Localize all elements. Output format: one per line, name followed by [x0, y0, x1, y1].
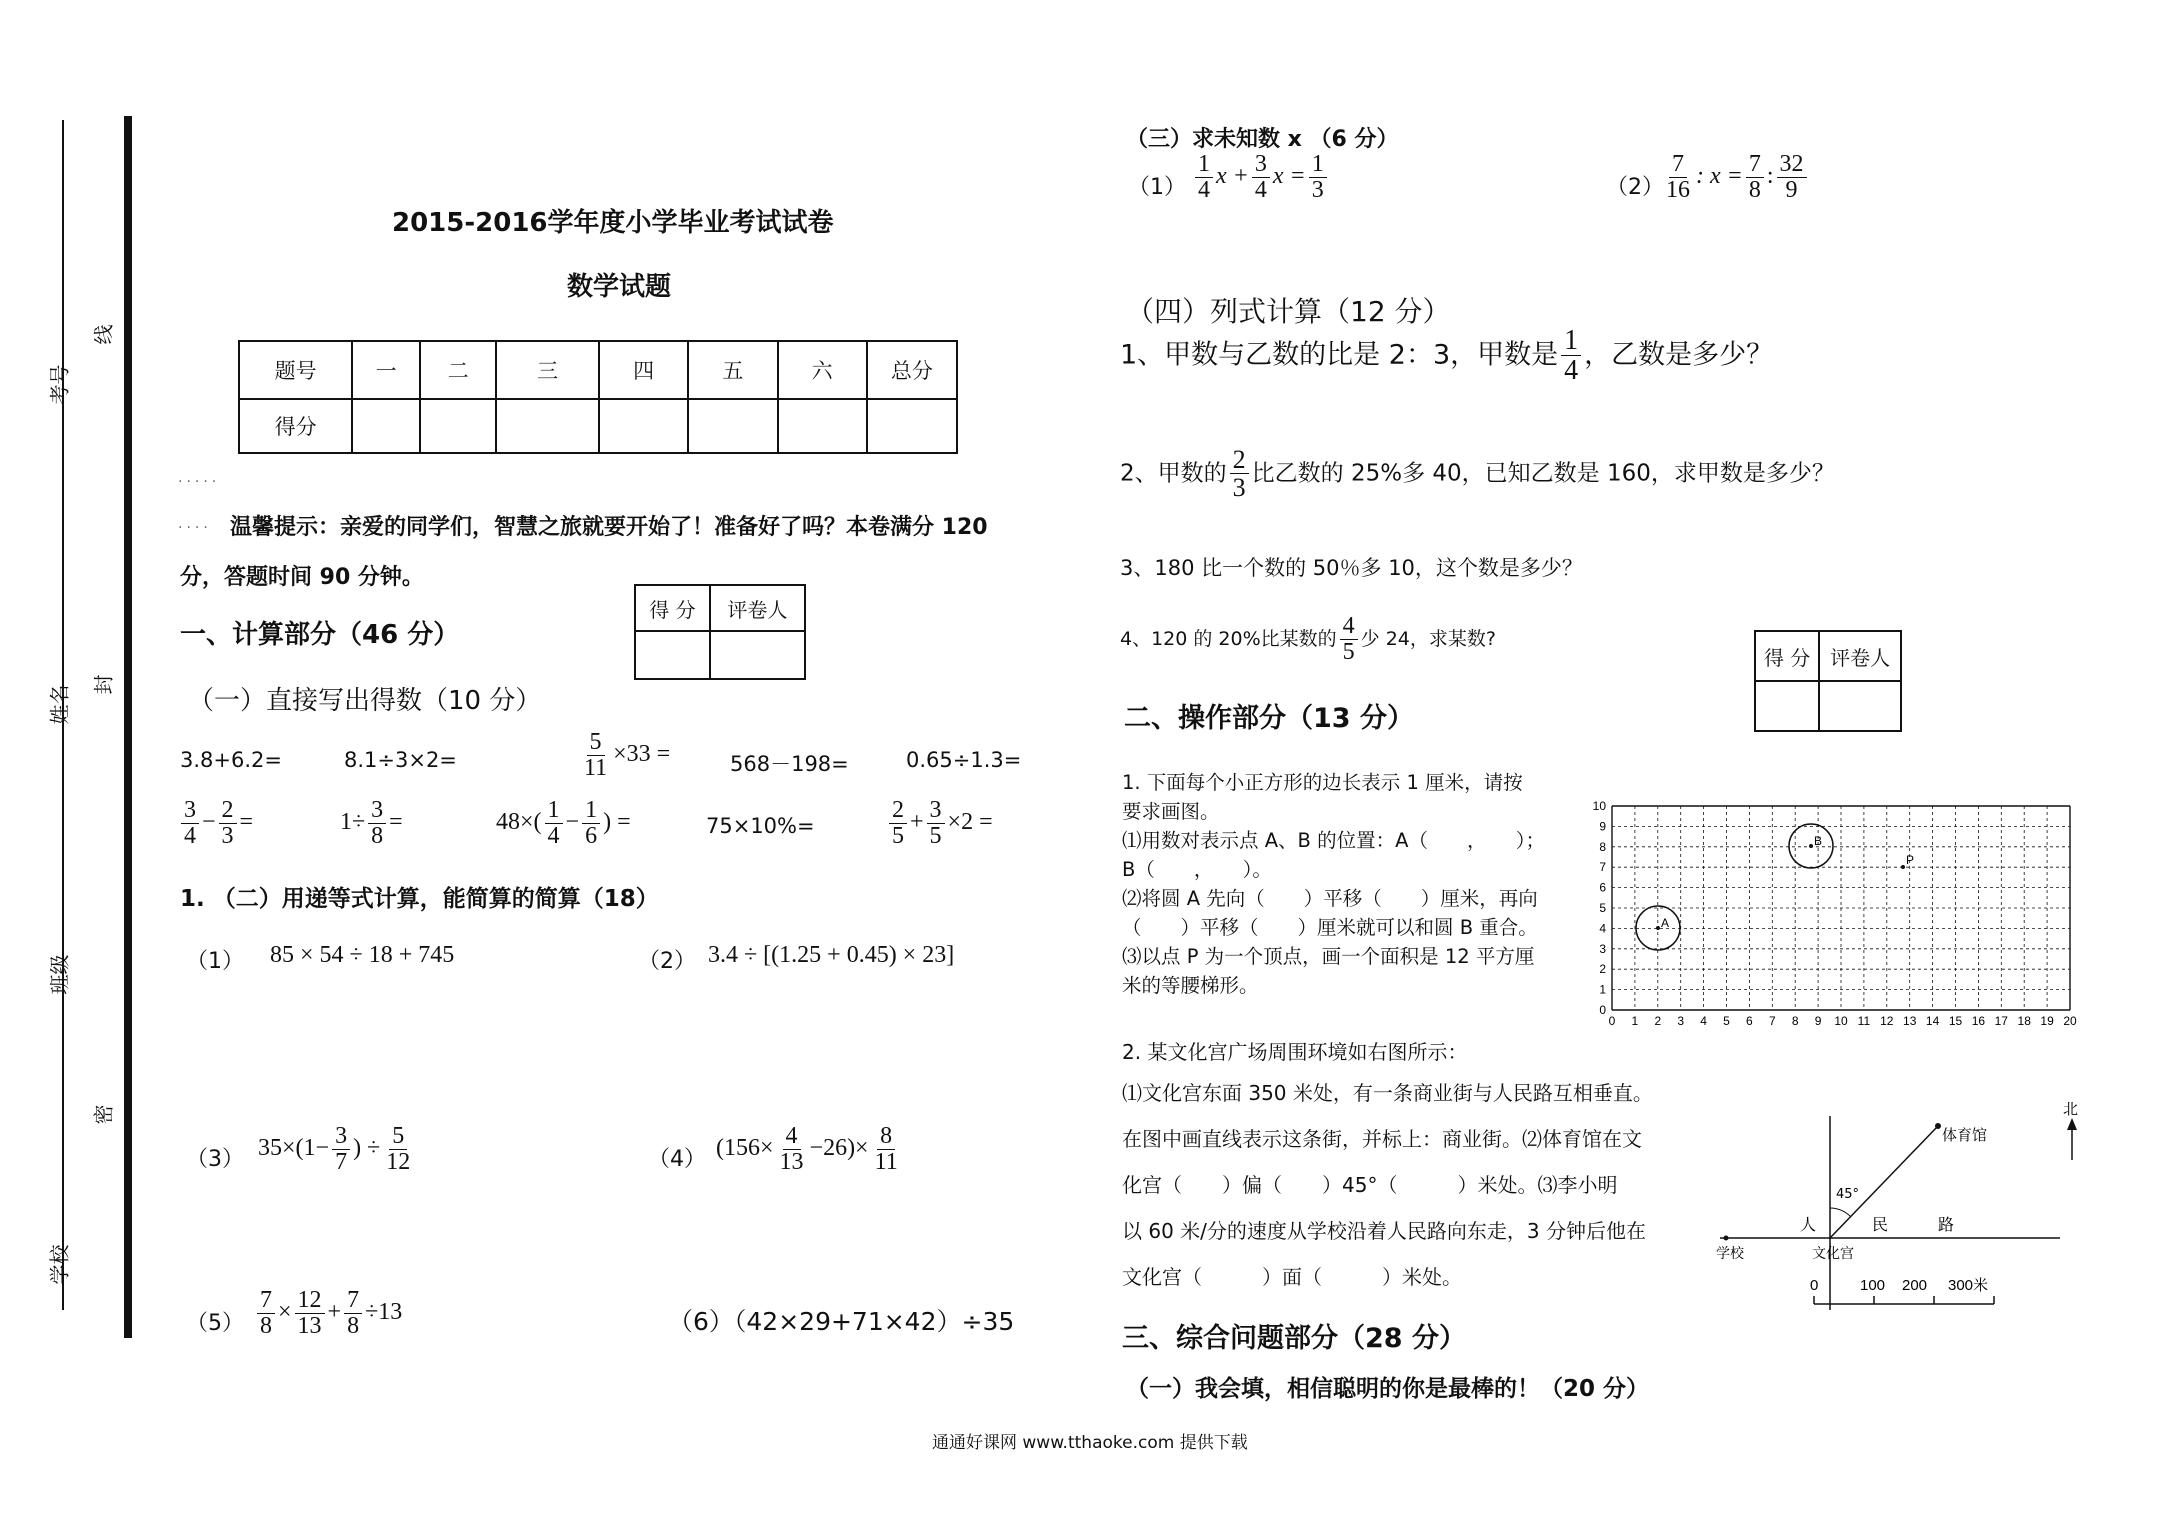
direct-h: 48×( $\frac{1}{4}$ − $\frac{1}{6}$ ) =	[496, 797, 631, 850]
scale-100: 100	[1860, 1277, 1886, 1294]
y-tick-label: 3	[1599, 941, 1606, 956]
score-header: 总分	[867, 341, 957, 399]
eq-1-label: （1）	[1128, 175, 1186, 200]
score-cell[interactable]	[688, 399, 777, 453]
y-tick-label: 6	[1599, 880, 1606, 895]
school-label: 学校	[1716, 1246, 1744, 1262]
binding-label-feng: 封	[91, 674, 116, 695]
x-tick-label: 1	[1631, 1014, 1639, 1028]
grader-cell[interactable]	[1819, 681, 1901, 731]
section3-heading: 三、综合问题部分（28 分）	[1122, 1323, 1466, 1354]
y-tick-label: 9	[1599, 819, 1606, 834]
score-cell[interactable]	[867, 399, 957, 453]
x-tick-label: 6	[1746, 1014, 1753, 1028]
calc-6-expr: （6）（42×29+71×42）÷35	[668, 1307, 1015, 1336]
score-header: 一	[352, 341, 420, 399]
road-label-lu: 路	[1938, 1215, 1955, 1234]
grader-box-2	[1754, 630, 1902, 732]
footer: 通通好课网 www.tthaoke.com 提供下载	[932, 1433, 1248, 1453]
question-1: 1、甲数与乙数的比是 2：3，甲数是 $\frac{1}{4}$ ，乙数是多少？	[1120, 325, 1774, 387]
question-3: 3、180 比一个数的 50％多 10，这个数是多少？	[1120, 556, 1583, 580]
x-tick-label: 7	[1768, 1014, 1776, 1028]
direct-c: $\frac{5}{11}$ ×33 =	[584, 729, 671, 782]
grader-box	[634, 584, 806, 680]
score-header: 三	[496, 341, 599, 399]
score-table	[238, 340, 958, 454]
score-header: 二	[420, 341, 496, 399]
scale-0: 0	[1810, 1277, 1819, 1294]
x-tick-label: 9	[1814, 1014, 1822, 1028]
north-label: 北	[2063, 1100, 2079, 1118]
x-tick-label: 2	[1654, 1014, 1662, 1028]
calc-3-expr: 35×(1− $\frac{3}{7}$ ) ÷ $\frac{5}{12}$	[258, 1123, 411, 1176]
score-cell[interactable]	[599, 399, 688, 453]
binding-label-mi: 密	[91, 1104, 116, 1125]
x-tick-label: 10	[1834, 1014, 1848, 1028]
y-tick-label: 5	[1599, 901, 1606, 915]
angle-label: 45°	[1836, 1187, 1860, 1202]
direct-d: 568－198=	[730, 752, 849, 776]
score-cell[interactable]	[352, 399, 420, 453]
x-tick-label: 20	[2063, 1014, 2077, 1028]
x-tick-label: 5	[1723, 1014, 1730, 1028]
section1-heading: 一、计算部分（46 分）	[180, 620, 460, 650]
y-tick-label: 1	[1599, 982, 1606, 997]
binding-label-xingming: 姓名	[47, 684, 72, 725]
score-cell[interactable]	[496, 399, 599, 453]
grid-x-ticks	[1609, 1014, 2077, 1028]
binding-label-banji: 班级	[47, 954, 72, 995]
binding-bar	[124, 116, 132, 1338]
x-tick-label: 3	[1677, 1014, 1685, 1028]
tip-text: 分，答题时间 90 分钟。	[180, 565, 424, 590]
question-4: 4、120 的 20%比某数的 $\frac{4}{5}$ 少 24，求某数?	[1120, 613, 1496, 666]
operation-1-text: 1. 下面每个小正方形的边长表示 1 厘米，请按 要求画图。 ⑴用数对表示点 A、B 的位置：A（ ， ）； B（ ， ）。 ⑵将圆 A 先向（ ）平移（ ）厘米，再向 （ ）平移（ ）厘米就可以和圆 B 重合。 ⑶以点 P 为一个顶点，画一个面积是 12 平方厘 米的等腰梯形。	[1122, 771, 1545, 997]
exam-subtitle: 数学试题	[567, 272, 672, 302]
x-tick-label: 4	[1700, 1014, 1707, 1028]
score-header: 六	[778, 341, 867, 399]
dots: .....	[178, 470, 221, 486]
direct-g: 1÷ $\frac{3}{8}$ =	[340, 797, 403, 850]
calc-1-expr: 85 × 54 ÷ 18 + 745	[270, 942, 455, 968]
dots: ....	[178, 516, 212, 532]
direct-a: 3.8+6.2=	[180, 748, 282, 772]
scale-300: 300米	[1948, 1277, 1989, 1294]
grid-y-ticks	[1593, 799, 1607, 1017]
y-tick-label: 10	[1592, 799, 1606, 813]
calc-4-expr: (156× $\frac{4}{13}$ −26)× $\frac{8}{11}$	[716, 1123, 898, 1176]
exam-title: 2015-2016学年度小学毕业考试试卷	[392, 208, 834, 238]
operation-2-text: 2. 某文化宫广场周围环境如右图所示： ⑴文化宫东面 350 米处，有一条商业街与人民路互相垂直。 在图中画直线表示这条街，并标上：商业街。⑵体育馆在文 化宫（ ）偏（ ）45°（ ）米处。⑶李小明 以 60 米/分的速度从学校沿着人民路向东走，3 分钟后他在 文化宫（ ）面（ ）米处。	[1122, 1040, 1653, 1289]
grader-label: 评卷人	[1819, 631, 1901, 681]
point-a-label: A	[1661, 916, 1670, 930]
score-row-label: 得分	[239, 399, 352, 453]
x-tick-label: 11	[1857, 1014, 1871, 1028]
grid-lines	[1612, 806, 2070, 1010]
calc-5-label: （5）	[186, 1311, 244, 1336]
tip-text: 温馨提示：亲爱的同学们，智慧之旅就要开始了！准备好了吗？本卷满分 120	[230, 515, 988, 540]
calc-2-label: （2）	[638, 949, 696, 974]
section2-heading: 二、操作部分（13 分）	[1124, 703, 1414, 734]
coordinate-grid	[1590, 764, 2090, 1028]
score-header: 五	[688, 341, 777, 399]
score-header: 题号	[239, 341, 352, 399]
y-tick-label: 0	[1599, 1003, 1606, 1017]
eq-1-expr: $\frac{1}{4}$ x + $\frac{3}{4}$ x = $\frac{1}{3}$	[1192, 152, 1330, 203]
y-tick-label: 7	[1599, 860, 1606, 875]
x-tick-label: 8	[1791, 1014, 1799, 1028]
score-cell[interactable]	[420, 399, 496, 453]
eq-2-label: （2）	[1606, 175, 1664, 200]
score-cell[interactable]	[778, 399, 867, 453]
grader-cell[interactable]	[710, 631, 805, 679]
scale-200: 200	[1902, 1277, 1928, 1294]
grader-score-cell[interactable]	[635, 631, 710, 679]
y-tick-label: 2	[1599, 962, 1606, 977]
y-tick-label: 4	[1599, 921, 1606, 936]
direct-b: 8.1÷3×2=	[344, 748, 457, 772]
y-tick-label: 8	[1599, 839, 1606, 854]
sec4-heading: （四）列式计算（12 分）	[1126, 295, 1451, 328]
sub2-heading: 1. （二）用递等式计算，能简算的简算（18）	[180, 886, 659, 912]
score-header: 四	[599, 341, 688, 399]
x-tick-label: 16	[1971, 1014, 1986, 1028]
calc-5-expr: $\frac{7}{8}$ × $\frac{12}{13}$ + $\frac{7}{8}$ ÷13	[254, 1288, 402, 1339]
calc-4-label: （4）	[648, 1147, 706, 1172]
x-tick-label: 13	[1903, 1014, 1917, 1028]
point-b-label: B	[1814, 834, 1823, 848]
binding-label-xian: 线	[91, 324, 116, 345]
direct-i: 75×10%=	[706, 814, 815, 838]
question-2: 2、甲数的 $\frac{2}{3}$ 比乙数的 25%多 40，已知乙数是 160，求甲数是多少？	[1120, 445, 1835, 503]
calc-1-label: （1）	[186, 949, 244, 974]
calc-2-expr: 3.4 ÷ [(1.25 + 0.45) × 23]	[708, 942, 955, 968]
direct-f: $\frac{3}{4}$ − $\frac{2}{3}$ =	[178, 798, 253, 849]
x-tick-label: 12	[1880, 1014, 1894, 1028]
road-label-min: 民	[1872, 1215, 1889, 1234]
point-p-label: P	[1906, 853, 1915, 867]
eq-2-expr: $\frac{7}{16}$ : x = $\frac{7}{8}$ : $\frac{32}{9}$	[1660, 152, 1810, 203]
palace-map	[1716, 1100, 2096, 1330]
sub1-heading: （一）直接写出得数（10 分）	[188, 686, 542, 716]
direct-e: 0.65÷1.3=	[906, 748, 1022, 772]
binding-label-xuexiao: 学校	[47, 1244, 72, 1285]
binding-label-kaohao: 考号	[47, 364, 72, 405]
gym-label: 体育馆	[1942, 1126, 1988, 1144]
direct-j: $\frac{2}{5}$ + $\frac{3}{5}$ ×2 =	[886, 798, 993, 849]
point-p	[1901, 865, 1905, 869]
grader-label: 评卷人	[710, 585, 805, 631]
x-tick-label: 14	[1925, 1014, 1940, 1028]
x-tick-label: 0	[1608, 1014, 1616, 1028]
grader-score-label: 得 分	[635, 585, 710, 631]
x-tick-label: 18	[2017, 1014, 2031, 1028]
x-tick-label: 19	[2040, 1014, 2054, 1028]
grader-score-label: 得 分	[1755, 631, 1819, 681]
grader-score-cell[interactable]	[1755, 681, 1819, 731]
road-label-ren: 人	[1800, 1215, 1817, 1234]
palace-label: 文化宫	[1812, 1246, 1854, 1262]
sub31-heading: （一）我会填，相信聪明的你是最棒的！（20 分）	[1126, 1376, 1650, 1402]
sec3-heading: （三）求未知数 x （6 分）	[1126, 127, 1399, 152]
calc-3-label: （3）	[186, 1147, 244, 1172]
x-tick-label: 17	[1994, 1014, 2008, 1028]
x-tick-label: 15	[1948, 1014, 1963, 1028]
